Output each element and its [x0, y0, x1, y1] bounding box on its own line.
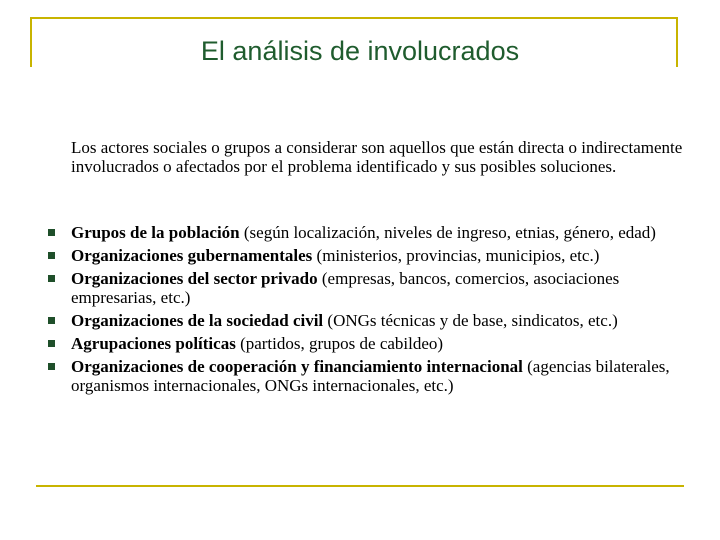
frame-top-line: [30, 17, 678, 19]
square-bullet-icon: [48, 275, 55, 282]
item-heading: Organizaciones del sector privado: [71, 269, 318, 288]
list-item: [48, 223, 688, 242]
item-detail: (según localización, niveles de ingreso, etnias, género, edad): [239, 223, 656, 242]
square-bullet-icon: [48, 317, 55, 324]
frame-bottom-line: [36, 485, 684, 487]
item-heading: Organizaciones gubernamentales: [71, 246, 313, 265]
item-heading: Organizaciones de cooperación y financiamiento internacional: [71, 357, 523, 376]
square-bullet-icon: [48, 363, 55, 370]
item-detail: (ONGs técnicas y de base, sindicatos, etc.): [323, 311, 618, 330]
square-bullet-icon: [48, 252, 55, 259]
item-heading: Organizaciones de la sociedad civil: [71, 311, 324, 330]
item-detail: (empresas, bancos, comercios, asociaciones empresarias, etc.): [71, 269, 620, 307]
intro-paragraph: Los actores sociales o grupos a considerar son aquellos que están directa o indirectamente involucrados o afectados por el problema identificado y sus posibles soluciones.: [71, 138, 683, 176]
item-heading: Agrupaciones políticas: [71, 334, 236, 353]
list-item: [48, 357, 688, 395]
list-item: [48, 311, 688, 330]
slide-title: El análisis de involucrados: [200, 36, 520, 66]
list-item: [48, 246, 688, 265]
actor-list: [48, 223, 688, 399]
list-item: [48, 269, 688, 307]
square-bullet-icon: [48, 229, 55, 236]
item-heading: Grupos de la población: [71, 223, 240, 242]
item-detail: (agencias bilaterales, organismos internacionales, ONGs internacionales, etc.): [71, 357, 670, 395]
list-item: [48, 334, 688, 353]
item-detail: (ministerios, provincias, municipios, etc.): [312, 246, 600, 265]
item-detail: (partidos, grupos de cabildeo): [235, 334, 444, 353]
square-bullet-icon: [48, 340, 55, 347]
